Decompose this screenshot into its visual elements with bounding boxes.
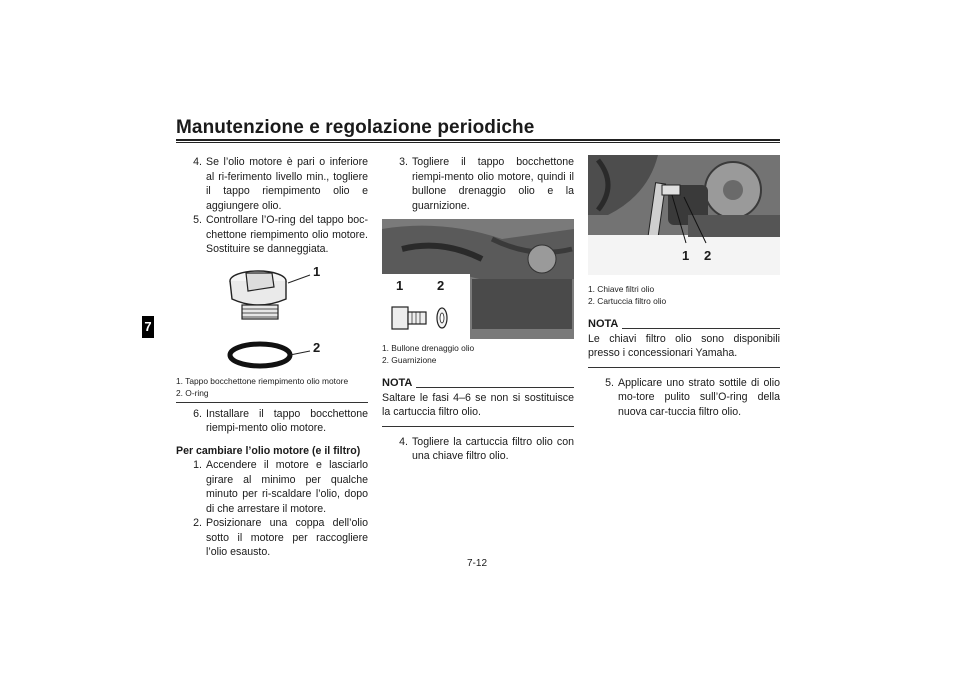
step-text: Applicare uno strato sottile di olio mo-tore pulito sull’O-ring della nuova car-tuccia filtro olio. xyxy=(618,376,780,418)
bolt-gasket-illustration xyxy=(386,299,466,337)
step-text: Togliere il tappo bocchettone riempi-mento olio motore, quindi il bullone drenaggio olio e la guarnizione. xyxy=(412,156,574,212)
callout-1: 1 xyxy=(313,263,321,279)
step-number: 4. xyxy=(399,435,408,448)
nota-box xyxy=(588,317,780,368)
step-text: Controllare l’O-ring del tappo boc-chettone riempimento olio motore. Sostituire se danneggiata. xyxy=(206,214,368,255)
nota-text: Le chiavi filtro olio sono disponibili presso i concessionari Yamaha. xyxy=(588,332,780,368)
step-text: Installare il tappo bocchettone riempi-mento olio motore. xyxy=(206,407,368,434)
step-text: Accendere il motore e lasciarlo girare al minimo per qualche minuto per ri-scaldare l’olio, dopo di che arrestare il motore. xyxy=(206,459,368,515)
nota-label: NOTA xyxy=(588,318,619,330)
oil-filter-photo xyxy=(588,155,780,275)
nota-text: Saltare le fasi 4–6 se non si sostituisce la cartuccia filtro olio. xyxy=(382,391,574,427)
step-number: 2. xyxy=(193,517,202,529)
column-2 xyxy=(382,155,574,464)
title-rule xyxy=(176,139,780,141)
figure-caption-1: 1. Bullone drenaggio olio xyxy=(382,343,475,353)
step-5 xyxy=(176,213,368,257)
step-number: 3. xyxy=(399,156,408,168)
nota-label: NOTA xyxy=(382,377,413,389)
step-number: 6. xyxy=(193,407,202,420)
page-title: Manutenzione e regolazione periodiche xyxy=(176,117,535,138)
step-text: Togliere la cartuccia filtro olio con una chiave filtro olio. xyxy=(412,435,574,462)
column-1 xyxy=(176,155,368,560)
title-rule-thin xyxy=(176,142,780,143)
oil-cap-illustration xyxy=(176,261,368,375)
step-text: Posizionare una coppa dell’olio sotto il motore per raccogliere l’olio esausto. xyxy=(206,517,368,558)
step-4 xyxy=(382,435,574,464)
nota-rule xyxy=(622,328,780,329)
figure-caption-1: 1. Tappo bocchettone riempimento olio motore xyxy=(176,375,349,386)
step-text: Se l’olio motore è pari o inferiore al ri-ferimento livello min., togliere il tappo riempimento olio e aggiungere olio. xyxy=(206,156,368,212)
figure-caption-2: 2. O-ring xyxy=(176,387,368,403)
figure-caption-2: 2. Guarnizione xyxy=(382,355,437,365)
step-number: 5. xyxy=(193,214,202,226)
figure-caption-1: 1. Chiave filtri olio xyxy=(588,284,655,294)
nota-box xyxy=(382,376,574,427)
nota-rule xyxy=(416,387,574,388)
oil-cap-figure xyxy=(176,261,368,375)
callout-1: 1 xyxy=(682,248,690,263)
callout-2: 2 xyxy=(704,248,712,263)
step-2 xyxy=(176,516,368,560)
step-4 xyxy=(176,155,368,213)
section-heading: Per cambiare l’olio motore (e il filtro) xyxy=(176,444,361,457)
chapter-tab: 7 xyxy=(142,316,154,338)
page-number: 7-12 xyxy=(467,558,488,569)
step-6 xyxy=(176,407,368,436)
callout-2: 2 xyxy=(437,278,445,293)
callout-2: 2 xyxy=(313,339,321,355)
step-3 xyxy=(382,155,574,213)
callout-1: 1 xyxy=(396,278,404,293)
drain-bolt-photo xyxy=(382,219,574,339)
step-number: 5. xyxy=(605,376,614,389)
step-5 xyxy=(588,376,780,420)
step-1 xyxy=(176,458,368,516)
step-number: 4. xyxy=(193,156,202,168)
step-number: 1. xyxy=(193,459,202,471)
column-3 xyxy=(588,155,780,419)
figure-caption-2: 2. Cartuccia filtro olio xyxy=(588,296,667,306)
